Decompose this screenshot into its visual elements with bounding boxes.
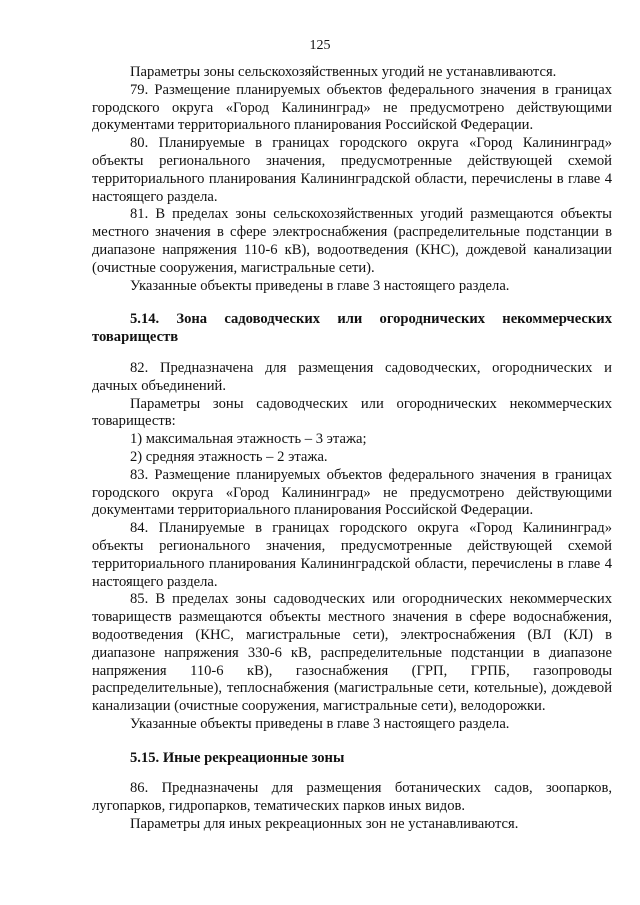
list-item: 2) средняя этажность – 2 этажа. [130,448,328,465]
paragraph: 82. Предназначена для размещения садоводческих, огороднических и дачных объединений. [92,359,612,394]
section-heading: 5.15. Иные рекреационные зоны [130,749,345,766]
page-number: 125 [309,38,331,53]
section-heading: 5.14. Зона садоводческих или огороднических некоммерческих товариществ [92,311,612,346]
paragraph: 83. Размещение планируемых объектов федерального значения в границах городского округа «Город Калининград» не предусмотрено действующими документами территориального планирования Российской Федерации. [92,466,612,519]
paragraph: 84. Планируемые в границах городского округа «Город Калининград» объекты регионального значения, предусмотренные действующей схемой территориального планирования Калининградской области, перечислены в главе 4 настоящего раздела. [92,520,612,590]
paragraph: Параметры зоны сельскохозяйственных угодий не устанавливаются. [130,64,557,80]
paragraph: Указанные объекты приведены в главе 3 настоящего раздела. [130,277,510,294]
spacer [92,347,612,360]
spacer [92,767,612,780]
list-item: 1) максимальная этажность – 3 этажа; [130,431,367,448]
paragraph: Указанные объекты приведены в главе 3 настоящего раздела. [130,715,510,732]
spacer [92,734,612,750]
paragraph: 80. Планируемые в границах городского округа «Город Калининград» объекты регионального значения, предусмотренные действующей схемой территориального планирования Калининградской области, перечислены в главе 4 настоящего раздела. [92,135,612,205]
document-body [92,64,612,834]
paragraph: Параметры зоны садоводческих или огороднических некоммерческих товариществ: [92,395,612,430]
spacer [92,295,612,311]
paragraph: 79. Размещение планируемых объектов федерального значения в границах городского округа «Город Калининград» не предусмотрено действующими документами территориального планирования Российской Федерации. [92,81,612,134]
paragraph: 86. Предназначены для размещения ботанических садов, зоопарков, лугопарков, гидропарков, тематических парков иных видов. [92,780,612,815]
paragraph: 85. В пределах зоны садоводческих или огороднических некоммерческих товариществ размещаются объекты местного значения в сфере водоснабжения, водоотведения (КНС, магистральные сети), электроснабжения (ВЛ (КЛ) в диапазоне напряжения 330-6 кВ, распределительные подстанции в диапазоне напряжения 110-6 кВ), газоснабжения (ГРП, ГРПБ, газопроводы распределительные), теплоснабжения (магистральные сети, котельные), дождевой канализации (очистные сооружения, магистральные сети), велодорожки. [92,591,612,715]
paragraph: Параметры для иных рекреационных зон не устанавливаются. [130,816,519,833]
paragraph: 81. В пределах зоны сельскохозяйственных угодий размещаются объекты местного значения в сфере электроснабжения (распределительные подстанции в диапазоне напряжения 110-6 кВ), водоотведения (КНС), дождевой канализации (очистные сооружения, магистральные сети). [92,206,612,276]
